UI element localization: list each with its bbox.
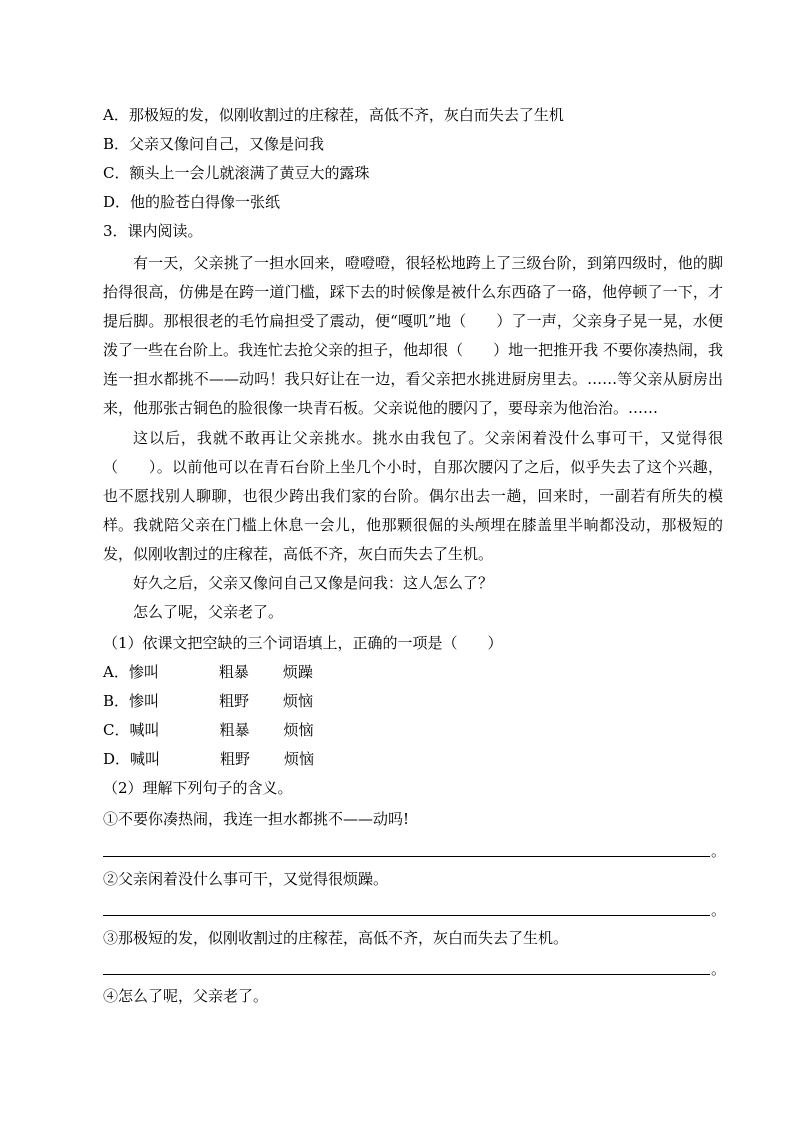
choice-b [103,687,723,716]
choice-d [103,745,723,774]
choice-word-3: 烦恼 [283,721,314,739]
choice-letter: C． [103,721,130,739]
choice-letter: B． [103,692,130,710]
choice-word-1: 喊叫 [129,721,160,739]
passage-paragraph-1: 有一天，父亲挑了一担水回来，噔噔噔，很轻松地跨上了三级台阶，到第四级时，他的脚抬得很高，仿佛是在跨一道门槛，踩下去的时候像是被什么东西硌了一硌，他停顿了一下，才提后脚。那根很老的毛竹扁担受了震动，便“嘎叽”地（ ）了一声，父亲身子晃一晃，水便泼了一些在台阶上。我连忙去抢父亲的担子，他却很（ ）地一把推开我 不要你凑热闹，我连一担水都挑不——动吗！我只好让在一边，看父亲把水挑进厨房里去。……等父亲从厨房出来，他那张古铜色的脸很像一块青石板。父亲说他的腰闪了，要母亲为他治治。…… [103,254,723,417]
section-title: 3．课内阅读。 [103,222,203,240]
answer-blank-3[interactable] [103,974,710,975]
choice-word-3: 烦恼 [284,750,315,768]
choice-c [103,716,723,745]
choice-word-3: 烦躁 [282,663,313,681]
choice-word-2: 粗野 [219,692,250,710]
option-b: B．父亲又像问自己，又像是问我 [103,135,325,153]
choice-word-1: 喊叫 [130,750,161,768]
choice-word-1: 惨叫 [128,663,159,681]
choice-word-3: 烦恼 [283,692,314,710]
passage-paragraph-3: 我就陪父亲在门槛上休息一会儿，他那颗很倔的头颅埋在膝盖里半晌都没动，那极短的发，似刚收割过的庄稼茬，高低不齐，灰白而失去了生机。 [103,516,723,563]
blank-period-3: 。 [711,960,727,978]
choice-word-2: 粗暴 [218,663,249,681]
answer-blank-1[interactable] [103,856,710,857]
blank-period-1: 。 [711,842,727,860]
choice-letter: D． [103,750,131,768]
option-c: C．额头上一会儿就滚满了黄豆大的露珠 [103,164,370,182]
passage-paragraph-4: 好久之后，父亲又像问自己又像是问我：这人怎么了？ [133,574,494,592]
answer-blank-2[interactable] [103,915,710,916]
option-d: D．他的脸苍白得像一张纸 [103,193,281,211]
choice-a [103,658,723,687]
question-1-prompt: （1）依课文把空缺的三个词语填上，正确的一项是（ ） [103,634,503,652]
blank-period-2: 。 [711,901,727,919]
option-a: A．那极短的发，似刚收割过的庄稼茬，高低不齐，灰白而失去了生机 [103,106,564,124]
choice-word-1: 惨叫 [129,692,160,710]
sentence-item-2: ②父亲闲着没什么事可干，又觉得很烦躁。 [103,870,389,888]
sentence-item-3: ③那极短的发，似刚收割过的庄稼茬，高低不齐，灰白而失去了生机。 [103,929,569,947]
choice-word-2: 粗野 [220,750,251,768]
sentence-item-1: ①不要你凑热闹，我连一担水都挑不——动吗! [103,810,410,828]
passage-paragraph-5: 怎么了呢，父亲老了。 [133,603,284,621]
question-2-prompt: （2）理解下列句子的含义。 [103,779,293,797]
passage-paragraph-2: 这以后，我就不敢再让父亲挑水。挑水由我包了。父亲闲着没什么事可干，又觉得很（ ）。以前他可以在青石台阶上坐几个小时，自那次腰闪了之后，似乎失去了这个兴趣，也不愿找别人聊聊，也很少跨出我们家的台阶。偶尔出去一趟，回来时，一副若有所失的模样。 [103,429,723,534]
choice-word-2: 粗暴 [219,721,250,739]
choice-letter: A． [103,663,129,681]
sentence-item-4: ④怎么了呢，父亲老了。 [103,987,269,1005]
